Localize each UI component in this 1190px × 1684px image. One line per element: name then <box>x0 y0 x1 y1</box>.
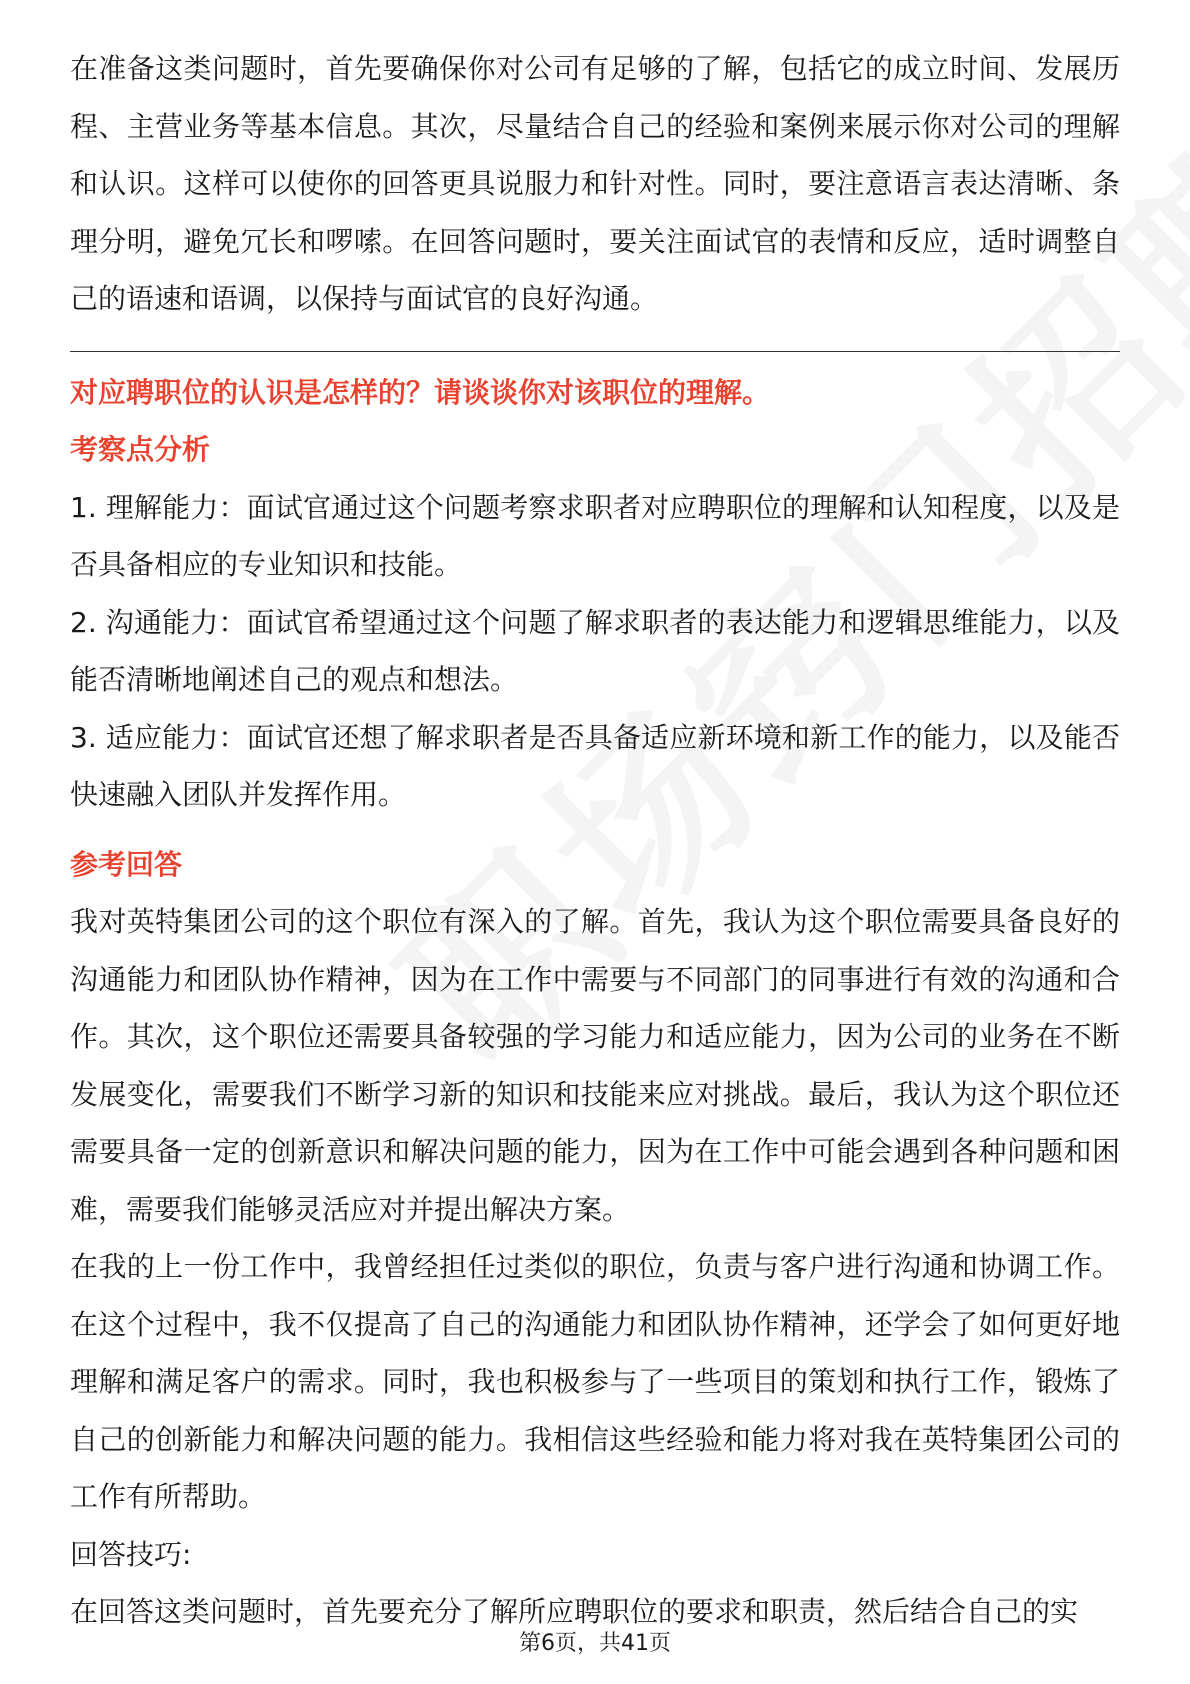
section-divider <box>70 351 1120 352</box>
analysis-point: 2. 沟通能力：面试官希望通过这个问题了解求职者的表达能力和逻辑思维能力，以及能否清晰地阐述自己的观点和想法。 <box>70 605 1120 696</box>
question-title: 对应聘职位的认识是怎样的？请谈谈你对该职位的理解。 <box>70 375 771 409</box>
analysis-point: 3. 适应能力：面试官还想了解求职者是否具备适应新环境和新工作的能力，以及能否快速融入团队并发挥作用。 <box>70 720 1120 811</box>
tips-paragraph: 在回答这类问题时，首先要充分了解所应聘职位的要求和职责，然后结合自己的实 <box>70 1595 1079 1628</box>
reference-paragraph: 在我的上一份工作中，我曾经担任过类似的职位，负责与客户进行沟通和协调工作。在这个过程中，我不仅提高了自己的沟通能力和团队协作精神，还学会了如何更好地理解和满足客户的需求。同时，我也积极参与了一些项目的策划和执行工作，锻炼了自己的创新能力和解决问题的能力。我相信这些经验和能力将对我在英特集团公司的工作有所帮助。 <box>70 1250 1120 1513</box>
analysis-point: 1. 理解能力：面试官通过这个问题考察求职者对应聘职位的理解和认知程度，以及是否具备相应的专业知识和技能。 <box>70 490 1120 581</box>
document-body <box>70 40 1120 1641</box>
analysis-heading: 考察点分析 <box>70 433 211 466</box>
reference-heading: 参考回答 <box>70 847 183 881</box>
page-number: 第6页，共41页 <box>519 1631 671 1656</box>
reference-paragraph: 我对英特集团公司的这个职位有深入的了解。首先，我认为这个职位需要具备良好的沟通能力和团队协作精神，因为在工作中需要与不同部门的同事进行有效的沟通和合作。其次，这个职位还需要具备较强的学习能力和适应能力，因为公司的业务在不断发展变化，需要我们不断学习新的知识和技能来应对挑战。最后，我认为这个职位还需要具备一定的创新意识和解决问题的能力，因为在工作中可能会遇到各种问题和困难，需要我们能够灵活应对并提出解决方案。 <box>70 905 1120 1226</box>
intro-paragraph: 在准备这类问题时，首先要确保你对公司有足够的了解，包括它的成立时间、发展历程、主营业务等基本信息。其次，尽量结合自己的经验和案例来展示你对公司的理解和认识。这样可以使你的回答更具说服力和针对性。同时，要注意语言表达清晰、条理分明，避免冗长和啰嗦。在回答问题时，要关注面试官的表情和反应，适时调整自己的语速和语调，以保持与面试官的良好沟通。 <box>70 52 1120 315</box>
tips-heading: 回答技巧: <box>70 1537 192 1571</box>
